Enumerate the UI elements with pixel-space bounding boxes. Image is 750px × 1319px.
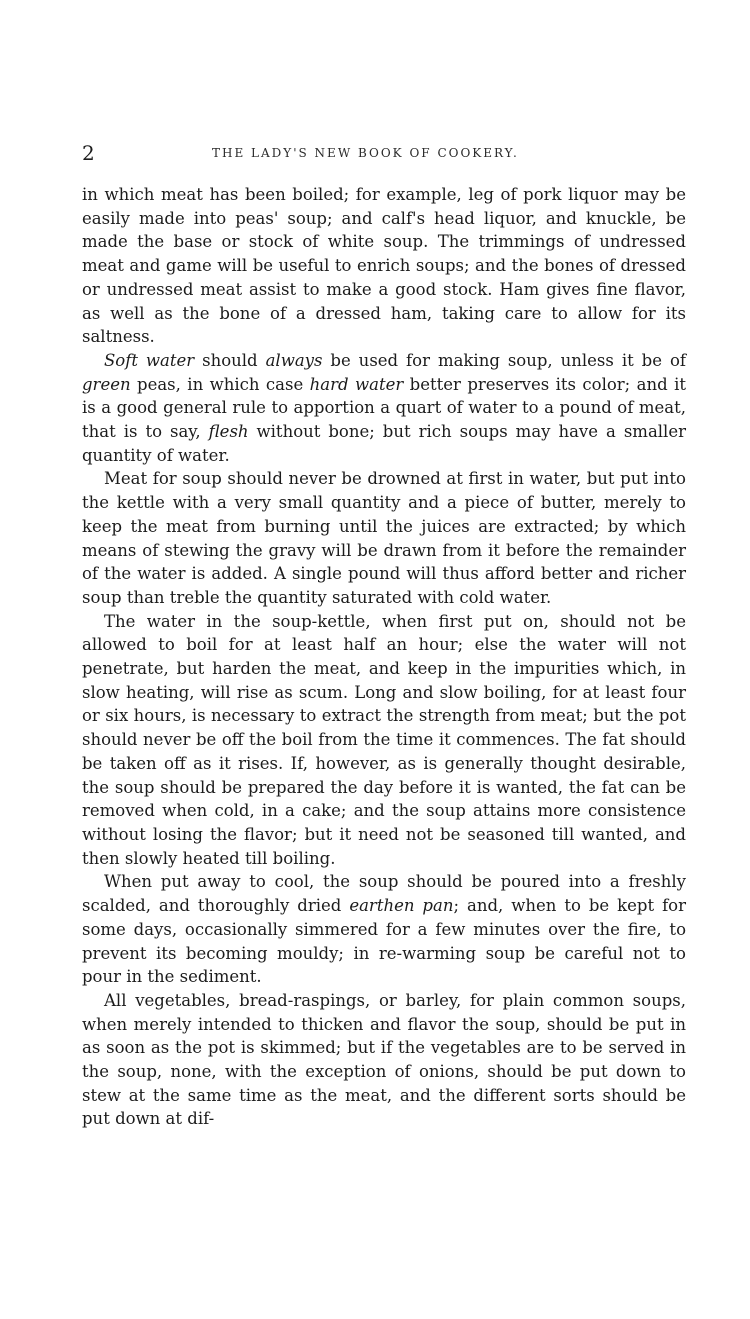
paragraph-text: peas, in which case (130, 374, 310, 394)
emphasis-hard-water: hard water (309, 374, 404, 394)
paragraph-vegetables: All vegetables, bread-raspings, or barley, for plain common soups, when merely intended to thicken and flavor the soup, should be put in as soon as the pot is skimmed; but if the vegetables are to be served in the soup, none, with the exception of onions, should be put down to stew at the same time as the meat, and the different sorts should be put down at dif- (82, 990, 686, 1129)
paragraph-text: better preserves its color; and it is a good general rule to apportion a quart of water to a pound of meat, that is to say, (82, 374, 686, 442)
paragraph-soup-kettle: The water in the soup-kettle, when first put on, should not be allowed to boil for at least half an hour; else the water will not penetrate, but harden the meat, and keep in the impurities which, in slow heating, will rise as scum. Long and slow boiling, for at least four or six hours, is necessary to extract the strength from meat; but the pot should never be off the boil from the time it commences. The fat should be taken off as it rises. If, however, as is generally thought desirable, the soup should be prepared the day before it is wanted, the fat can be removed when cold, in a cake; and the soup attains more consistence without losing the flavor; but it need not be seasoned till wanted, and then slowly heated till boiling. (82, 611, 686, 868)
paragraph-stock-liquor: in which meat has been boiled; for example, leg of pork liquor may be easily made into peas' soup; and calf's head liquor, and knuckle, be made the base or stock of white soup. The trimmings of undressed meat and game will be useful to enrich soups; and the bones of dressed or undressed meat assist to make a good stock. Ham gives fine flavor, as well as the bone of a dressed ham, taking care to allow for its saltness. (82, 185, 686, 347)
page-number: 2 (82, 141, 95, 165)
paragraph-text: When put away to cool, the soup should be poured into a freshly scalded, and thoroughly dried (82, 872, 686, 916)
running-head (82, 140, 684, 166)
emphasis-always: always (265, 350, 323, 370)
paragraph-text: be used for making soup, unless it be of (322, 350, 686, 370)
paragraph-text: without bone; but rich soups may have a smaller quantity of water. (82, 422, 686, 465)
paragraph-text: should (194, 350, 266, 370)
paragraph-meat-for-soup: Meat for soup should never be drowned at first in water, but put into the kettle with a very small quantity and a piece of butter, merely to keep the meat from burning until the juices are extracted; by which means of stewing the gravy will be drawn from it before the remainder of the water is added. A single pound will thus afford better and richer soup than treble the quantity saturated with cold water. (82, 469, 686, 607)
paragraph-text: ; and, when to be kept for some days, occasionally simmered for a few minutes over the fire, to prevent its becoming mouldy; in re-warming soup be careful not to pour in the sediment. (82, 896, 686, 987)
paragraph-soft-water (82, 349, 686, 468)
emphasis-green: green (82, 374, 131, 394)
running-head-title: THE LADY'S NEW BOOK OF COOKERY. (212, 146, 519, 160)
emphasis-flesh: flesh (208, 422, 249, 442)
body-text (82, 183, 686, 1131)
paragraph-cooling (82, 870, 686, 989)
emphasis-earthen-pan: earthen pan (349, 896, 454, 916)
emphasis-soft-water: Soft water (104, 350, 195, 370)
